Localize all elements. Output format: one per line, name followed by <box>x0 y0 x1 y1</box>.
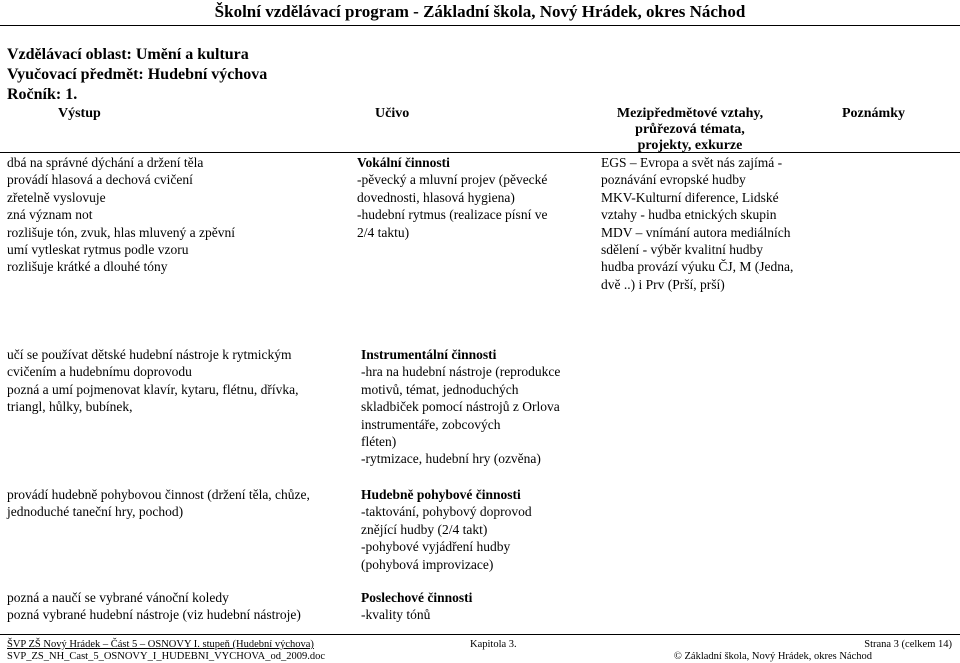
row-4-output <box>7 589 301 624</box>
curriculum-line: instrumentáře, zobcových <box>361 416 501 432</box>
output-line: umí vytleskat rytmus podle vzoru <box>7 242 189 258</box>
cross-line: poznávání evropské hudby <box>601 172 746 188</box>
curriculum-line: dovednosti, hlasová hygiena) <box>357 189 515 205</box>
curriculum-line: motivů, témat, jednoduchých <box>361 381 519 397</box>
row-2-curriculum <box>361 346 560 468</box>
row-3-output <box>7 486 310 521</box>
output-line: triangl, hůlky, bubínek, <box>7 399 133 415</box>
footer-copyright: © Základní škola, Nový Hrádek, okres Náchod <box>673 651 872 662</box>
curriculum-line: -hudební rytmus (realizace písní ve <box>357 207 548 223</box>
output-line: učí se používat dětské hudební nástroje k rytmickým <box>7 347 292 362</box>
curriculum-line: 2/4 taktu) <box>357 224 410 240</box>
document-header-title: Školní vzdělávací program - Základní škola, Nový Hrádek, okres Náchod <box>214 2 746 21</box>
cross-line: sdělení - výběr kvalitní hudby <box>601 242 763 258</box>
output-line: rozlišuje tón, zvuk, hlas mluvený a zpěvní <box>7 224 235 240</box>
output-line: zřetelně vyslovuje <box>7 189 106 205</box>
cross-line: vztahy - hudba etnických skupin <box>601 207 777 223</box>
cross-line: dvě ..) i Prv (Prší, prší) <box>601 276 725 292</box>
footer-filename: SVP_ZS_NH_Cast_5_OSNOVY_I_HUDEBNI_VYCHOVA_od_2009.doc <box>7 651 326 662</box>
cross-line: EGS – Evropa a svět nás zajímá - <box>601 155 783 170</box>
output-line: pozná a umí pojmenovat klavír, kytaru, flétnu, dřívka, <box>7 381 299 397</box>
output-line: dbá na správné dýchání a držení těla <box>7 155 204 170</box>
row-1-output <box>7 154 235 276</box>
curriculum-title: Poslechové činnosti <box>361 590 473 605</box>
curriculum-line: -hra na hudební nástroje (reprodukce <box>361 364 561 380</box>
output-line: rozlišuje krátké a dlouhé tóny <box>7 259 168 275</box>
footer-document-title: ŠVP ZŠ Nový Hrádek – Část 5 – OSNOVY I. stupeň (Hudební výchova) <box>7 639 314 650</box>
output-line: cvičením a hudebnímu doprovodu <box>7 364 192 380</box>
row-1-curriculum <box>357 154 547 241</box>
output-line: zná význam not <box>7 207 93 223</box>
column-header-cross-line: Mezipředmětové vztahy, <box>616 106 764 121</box>
curriculum-line: znějící hudby (2/4 takt) <box>361 521 488 537</box>
footer-page-number: Strana 3 (celkem 14) <box>864 639 952 650</box>
curriculum-line: fléten) <box>361 434 397 450</box>
curriculum-line: -pěvecký a mluvní projev (pěvecké <box>357 172 548 188</box>
row-2-output <box>7 346 299 416</box>
cross-line: MKV-Kulturní diference, Lidské <box>601 189 779 205</box>
curriculum-line: skladbiček pomocí nástrojů z Orlova <box>361 399 560 415</box>
cross-line: MDV – vnímání autora mediálních <box>601 224 791 240</box>
curriculum-line: (pohybová improvizace) <box>361 556 494 572</box>
curriculum-title: Hudebně pohybové činnosti <box>361 487 521 502</box>
row-4-curriculum <box>361 589 472 624</box>
column-header-notes: Poznámky <box>842 106 905 121</box>
column-header-curriculum: Učivo <box>375 106 410 121</box>
header-divider <box>0 25 960 26</box>
output-line: pozná a naučí se vybrané vánoční koledy <box>7 590 229 605</box>
output-line: provádí hlasová a dechová cvičení <box>7 172 193 188</box>
grade: Ročník: 1. <box>7 86 78 103</box>
output-line: provádí hudebně pohybovou činnost (držení těla, chůze, <box>7 487 310 502</box>
subject-name: Vyučovací předmět: Hudební výchova <box>7 66 268 83</box>
row-1-cross-curricular <box>601 154 793 293</box>
output-line: pozná vybrané hudební nástroje (viz hudební nástroje) <box>7 607 301 623</box>
subject-area: Vzdělávací oblast: Umění a kultura <box>7 46 249 63</box>
curriculum-line: -pohybové vyjádření hudby <box>361 539 511 555</box>
row-3-curriculum <box>361 486 532 573</box>
footer-divider <box>0 634 960 635</box>
cross-line: hudba provází výuku ČJ, M (Jedna, <box>601 259 794 275</box>
curriculum-line: -taktování, pohybový doprovod <box>361 504 532 520</box>
column-header-cross-line: projekty, exkurze <box>637 138 743 153</box>
footer-chapter: Kapitola 3. <box>470 639 517 650</box>
output-line: jednoduché taneční hry, pochod) <box>7 504 184 520</box>
table-header-divider <box>0 152 960 153</box>
curriculum-line: -kvality tónů <box>361 607 431 623</box>
column-header-output: Výstup <box>58 106 101 121</box>
curriculum-line: -rytmizace, hudební hry (ozvěna) <box>361 451 541 467</box>
curriculum-title: Vokální činnosti <box>357 155 450 170</box>
column-header-cross-line: průřezová témata, <box>635 122 745 137</box>
column-header-cross-curricular <box>540 106 840 154</box>
curriculum-title: Instrumentální činnosti <box>361 347 497 362</box>
